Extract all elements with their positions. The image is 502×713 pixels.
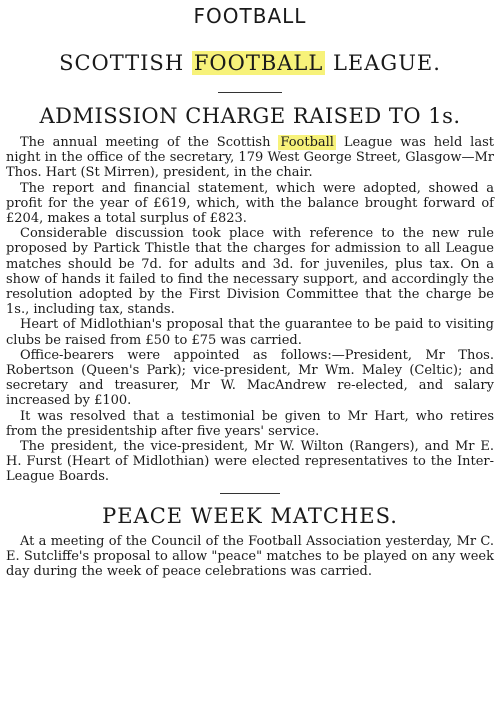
article-1-paragraph-6: It was resolved that a testimonial be given to Mr Hart, who retires from the presidentship after five years' service. (6, 408, 494, 439)
article-2-subhead: PEACE WEEK MATCHES. (102, 503, 398, 528)
p1-highlight: Football (280, 135, 334, 150)
headline-highlight: FOOTBALL (193, 51, 324, 75)
article-1-paragraph-4: Heart of Midlothian's proposal that the guarantee to be paid to visiting clubs be raised from £50 to £75 was carried. (6, 317, 494, 348)
article-1-paragraph-5: Office-bearers were appointed as follows:—President, Mr Thos. Robertson (Queen's Park); vice-president, Mr Wm. Maley (Celtic); and secretary and treasurer, Mr W. MacAndrew re-elected, and salary increased by £100. (6, 347, 494, 409)
article-2-paragraph-1: At a meeting of the Council of the Football Association yesterday, Mr C. E. Sutcliffe's proposal to allow "peace" matches to be played on any week day during the week of peace celebrations was carried. (6, 533, 494, 580)
headline (6, 46, 494, 80)
divider-rule-2 (220, 493, 280, 494)
headline-before: SCOTTISH (59, 51, 192, 75)
p1-before: The annual meeting of the Scottish (20, 135, 279, 150)
section-label: FOOTBALL (193, 4, 307, 28)
p1-after: League was held last night in the office of the secretary, 179 West George Street, Glasgow—Mr Thos. Hart (St Mirren), president, in the chair. (6, 135, 494, 181)
headline-after: LEAGUE. (325, 51, 441, 75)
article-1-paragraph-2: The report and financial statement, which were adopted, showed a profit for the year of £619, which, with the balance brought forward of £204, makes a total surplus of £823. (6, 180, 494, 227)
divider-rule (218, 92, 282, 93)
newspaper-clipping (0, 2, 502, 713)
article-1-paragraph-3: Considerable discussion took place with reference to the new rule proposed by Partick Thistle that the charges for admission to all League matches should be 7d. for adults and 3d. for juveniles, plus tax. On a show of hands it failed to find the necessary support, and accordingly the resolution adopted by the First Division Committee that the charge be 1s., including tax, stands. (6, 226, 494, 318)
article-1-paragraph-7: The president, the vice-president, Mr W. Wilton (Rangers), and Mr E. H. Furst (Heart of Midlothian) were elected representatives to the Inter-League Boards. (6, 439, 494, 485)
article-1-subhead: ADMISSION CHARGE RAISED TO 1s. (39, 104, 461, 128)
article-2-body (6, 534, 494, 580)
article-1-body (6, 135, 494, 485)
article-1-paragraph-1 (6, 135, 494, 181)
